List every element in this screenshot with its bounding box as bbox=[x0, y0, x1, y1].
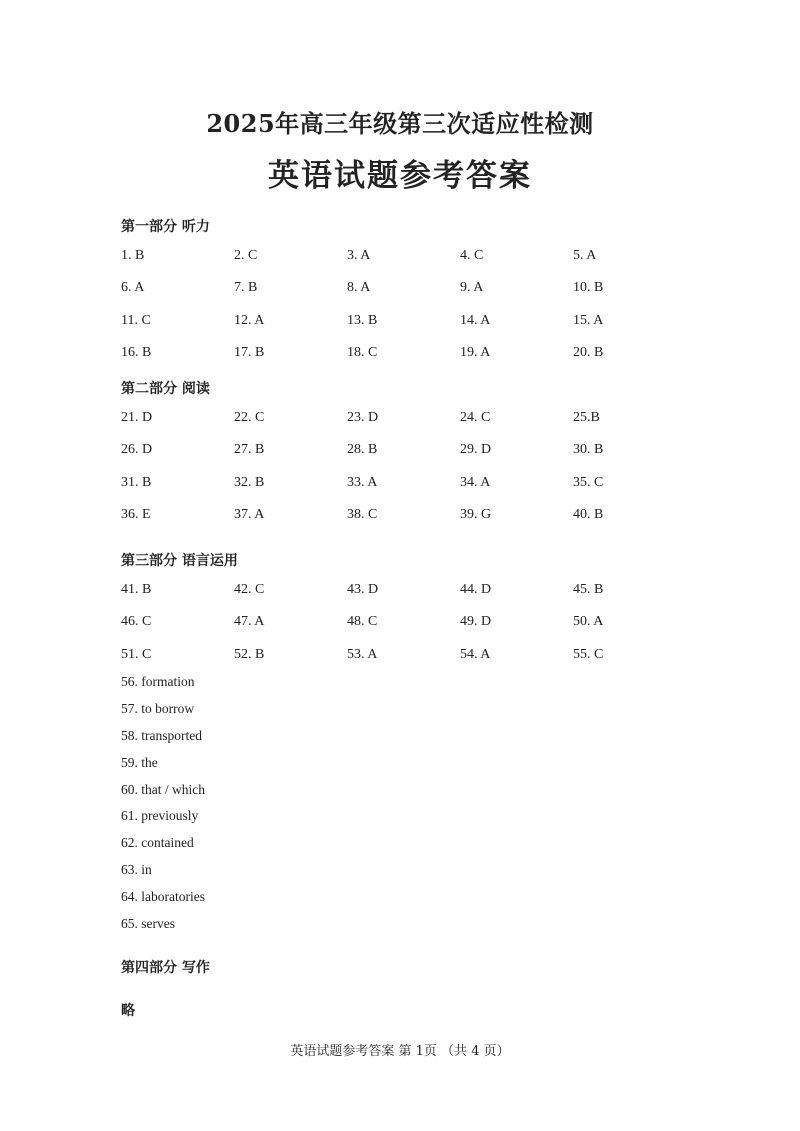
answer-cell: 52. B bbox=[234, 646, 265, 662]
answer-cell: 23. D bbox=[347, 410, 379, 425]
answer-cell: 55. C bbox=[573, 646, 604, 662]
answer-cell: 22. C bbox=[234, 410, 265, 425]
answer-cell: 8. A bbox=[347, 280, 371, 296]
section-heading-listening: 第一部分 听力 bbox=[121, 219, 210, 235]
answer-cell: 41. B bbox=[121, 582, 152, 597]
list-item: 59. the bbox=[121, 754, 158, 770]
answer-cell: 30. B bbox=[573, 442, 604, 458]
answer-cell: 46. C bbox=[121, 614, 152, 630]
answer-cell: 5. A bbox=[573, 248, 597, 263]
answer-cell: 11. C bbox=[121, 312, 151, 328]
answer-row bbox=[121, 410, 681, 442]
section-heading-reading: 第二部分 阅读 bbox=[121, 381, 210, 397]
answer-cell: 45. B bbox=[573, 582, 604, 597]
answer-cell: 25.B bbox=[573, 410, 600, 425]
answer-cell: 10. B bbox=[573, 280, 604, 296]
answer-cell: 13. B bbox=[347, 312, 378, 328]
list-item: 58. transported bbox=[121, 727, 202, 743]
answer-cell: 12. A bbox=[234, 312, 265, 328]
answer-cell: 48. C bbox=[347, 614, 378, 630]
section-heading-writing: 第四部分 写作 bbox=[121, 960, 210, 976]
list-item: 65. serves bbox=[121, 916, 175, 932]
answer-row bbox=[121, 507, 681, 539]
writing-answer: 略 bbox=[121, 1003, 135, 1019]
answer-cell: 24. C bbox=[460, 410, 491, 425]
answer-cell: 36. E bbox=[121, 507, 151, 523]
answer-cell: 33. A bbox=[347, 474, 378, 490]
answer-cell: 20. B bbox=[573, 345, 604, 361]
answer-cell: 28. B bbox=[347, 442, 378, 458]
answer-cell: 2. C bbox=[234, 248, 258, 263]
answer-cell: 18. C bbox=[347, 345, 378, 361]
answer-row bbox=[121, 280, 681, 312]
section-heading-language-use: 第三部分 语言运用 bbox=[121, 553, 238, 569]
answer-cell: 32. B bbox=[234, 474, 265, 490]
answer-cell: 14. A bbox=[460, 312, 491, 328]
answer-cell: 42. C bbox=[234, 582, 265, 597]
answer-row bbox=[121, 614, 681, 646]
answer-cell: 53. A bbox=[347, 646, 378, 662]
answer-grid-language-use bbox=[121, 582, 681, 679]
answer-cell: 4. C bbox=[460, 248, 484, 263]
answer-cell: 44. D bbox=[460, 582, 492, 597]
answer-cell: 29. D bbox=[460, 442, 492, 458]
list-item: 61. previously bbox=[121, 808, 199, 824]
answer-cell: 39. G bbox=[460, 507, 492, 523]
answer-cell: 47. A bbox=[234, 614, 265, 630]
answer-cell: 17. B bbox=[234, 345, 265, 361]
answer-cell: 19. A bbox=[460, 345, 491, 361]
answer-cell: 31. B bbox=[121, 474, 152, 490]
answer-grid-listening bbox=[121, 248, 681, 378]
list-item: 64. laboratories bbox=[121, 889, 205, 905]
answer-cell: 50. A bbox=[573, 614, 604, 630]
answer-cell: 38. C bbox=[347, 507, 378, 523]
list-item: 60. that / which bbox=[121, 781, 205, 797]
list-item: 62. contained bbox=[121, 835, 194, 851]
page-footer: 英语试题参考答案 第 1页 （共 4 页） bbox=[290, 1044, 510, 1059]
answer-row bbox=[121, 647, 681, 679]
answer-cell: 21. D bbox=[121, 410, 153, 425]
answer-row bbox=[121, 442, 681, 474]
answer-cell: 15. A bbox=[573, 312, 604, 328]
page-title: 2025年高三年级第三次适应性检测 bbox=[206, 109, 594, 138]
answer-cell: 1. B bbox=[121, 248, 145, 263]
answer-cell: 34. A bbox=[460, 474, 491, 490]
answer-cell: 51. C bbox=[121, 646, 152, 662]
list-item: 56. formation bbox=[121, 674, 195, 689]
page-subtitle: 英语试题参考答案 bbox=[268, 158, 532, 194]
answer-row bbox=[121, 248, 681, 280]
answer-row bbox=[121, 313, 681, 345]
answer-row bbox=[121, 475, 681, 507]
list-item: 57. to borrow bbox=[121, 700, 195, 716]
answer-row bbox=[121, 345, 681, 377]
answer-cell: 9. A bbox=[460, 280, 484, 296]
answer-cell: 26. D bbox=[121, 442, 153, 458]
fill-in-answer-list bbox=[121, 674, 205, 943]
answer-cell: 54. A bbox=[460, 646, 491, 662]
answer-cell: 27. B bbox=[234, 442, 265, 458]
list-item: 63. in bbox=[121, 862, 152, 878]
answer-grid-reading bbox=[121, 410, 681, 540]
answer-cell: 6. A bbox=[121, 280, 145, 296]
answer-cell: 37. A bbox=[234, 507, 265, 523]
answer-cell: 3. A bbox=[347, 248, 371, 263]
answer-cell: 49. D bbox=[460, 614, 492, 630]
answer-row bbox=[121, 582, 681, 614]
answer-cell: 16. B bbox=[121, 345, 152, 361]
answer-cell: 43. D bbox=[347, 582, 379, 597]
answer-cell: 7. B bbox=[234, 280, 258, 296]
answer-cell: 40. B bbox=[573, 507, 604, 523]
answer-cell: 35. C bbox=[573, 474, 604, 490]
